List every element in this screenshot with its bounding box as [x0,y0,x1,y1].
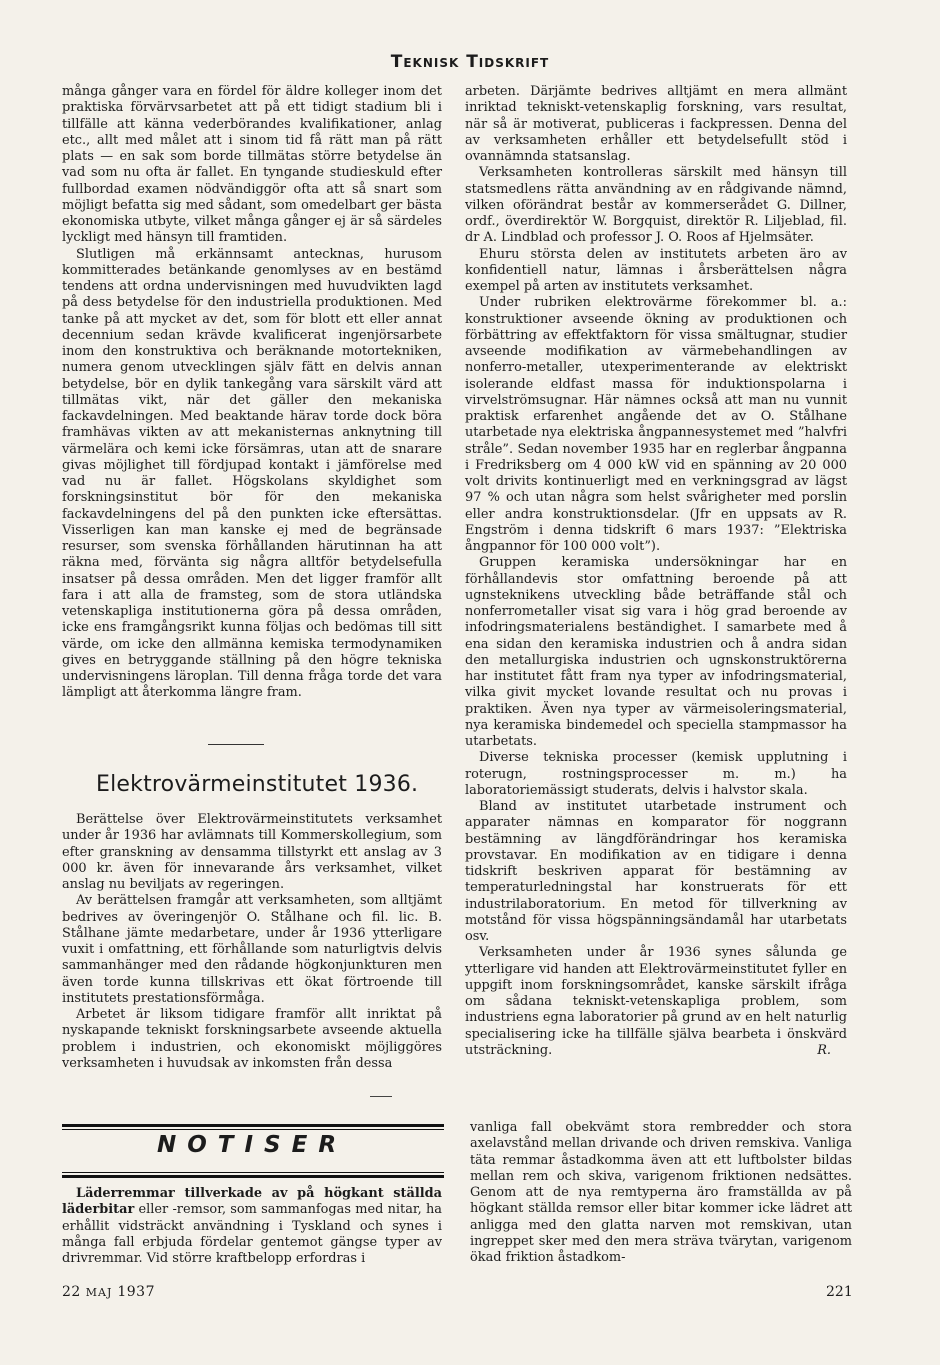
column-left-top [62,84,442,702]
paragraph: arbeten. Därjämte bedrives alltjämt en mera allmänt inriktad tekniskt-vetenskaplig forskning, vars resultat, när så är motiverat, publiceras i fackpressen. Denna del av verksamheten erhåller ett betydelsefullt stöd i ovannämnda statsanslag. [465,84,847,164]
paragraph: Berättelse över Elektrovärmeinstitutets verksamhet under år 1936 har avlämnats till Kommerskollegium, som efter granskning av densamma tillstyrkt ett anslag av 3 000 kr. även för innevarande års verksamhet, vilket anslag nu beviljats av regeringen. [62,812,442,892]
notiser-title: NOTISER [157,1132,348,1158]
notice-continued: vanliga fall obekvämt stora rembredder och stora axelavstånd mellan drivande och driven remskiva. Vanliga täta remmar åstadkomma även att ett luftbolster bildas mellan rem och skiva, varigenom friktionen nedsättes. Genom att de nya remtyperna äro framställda av på högkant ställda remsor eller bitar kommer icke lädret att anligga med den glatta narven mot remskivan, utan ingreppet sker med den mera sträva tvärytan, varigenom ökad friktion åstadkom- [470,1120,852,1265]
footer-date [62,1284,155,1300]
paragraph: många gånger vara en fördel för äldre kolleger inom det praktiska förvärvsarbetet att på ett tidigt stadium bli i tillfälle att känna vederbörandes kvalifikationer, anlag etc., allt med målet att i sinom tid få rätt man på rätt plats — en sak som borde tillmätas större betydelse än vad som nu ofta är fallet. En tyngande studieskuld efter fullbordad examen nödvändiggör ofta att så snart som möjligt befatta sig med sådant, som omedelbart ger bästa ekonomiska utbyte, vilket många gånger ej är så särdeles lyckligt med hänsyn till framtiden. [62,84,442,246]
paragraph: Ehuru största delen av institutets arbeten äro av konfidentiell natur, lämnas i årsberättelsen några exempel på arten av institutets verksamhet. [465,246,847,294]
running-header: Teknisk Tidskrift [390,52,550,72]
paragraph: Arbetet är liksom tidigare framför allt inriktat på nyskapande tekniskt forskningsarbete avseende aktuella problem i industrien, och ekonomiskt möjliggöres verksamheten i huvudsak av inkomsten från dessa [62,1007,442,1071]
article-end-divider [370,1096,392,1097]
paragraph: Diverse tekniska processer (kemisk upplutning i roterugn, rostningsprocesser m. m.) ha laboratoriemässigt studerats, delvis i halvstor skala. [465,750,847,798]
notiser-banner [62,1122,444,1184]
paragraph: Under rubriken elektrovärme förekommer bl. a.: konstruktioner avseende ökning av produktionen och förbättring av effektfaktorn för vissa smältugnar, studier avseende modifikation av värmebehandlingen av nonferro-metaller, utexperimenterande av elektriskt isolerande eldfast massa för induktionspolarna i virvelströmsugnar. Här nämnes också att man nu vunnit praktisk erfarenhet angående det av O. Stålhane utarbetade nya elektriska ångpannesystemet med ”halvfri stråle”. Sedan november 1935 har en reglerbar ångpanna i Fredriksberg om 4 000 kW vid en spänning av 20 000 volt drivits kontinuerligt med en verkningsgrad av lägst 97 % och utan några som helst svårigheter med porslin eller andra konstruktionsdelar. (Jfr en uppsats av R. Engström i denna tidskrift 6 mars 1937: ”Elektriska ångpannor för 100 000 volt”). [465,295,847,554]
footer-day: 22 [62,1284,81,1300]
column-right-top [465,84,847,1059]
footer-year: 1937 [117,1284,155,1300]
page-number: 221 [826,1284,853,1300]
banner-rule [62,1129,444,1130]
paragraph: Verksamheten kontrolleras särskilt med hänsyn till statsmedlens rätta användning av en rådgivande nämnd, vilken oförändrat består av kommerserådet G. Dillner, ordf., överdirektör W. Borgquist, direktör R. Liljeblad, fil. dr A. Lindblad och professor J. O. Roos af Hjelmsäter. [465,165,847,246]
paragraph: Slutligen må erkännsamt antecknas, hurusom kommitterades betänkande genomlyses av en bestämd tendens att ordna undervisningen med huvudvikten lagd på dess betydelse för den industriella produktionen. Med tanke på att mycket av det, som för blott ett eller annat decennium sedan krävde kvalificerat ingenjörsarbete inom den konstruktiva och beräknande motortekniken, numera genom utvecklingen själv fätt en delvis annan betydelse, bör en dylik tankegång vara särskilt värd att tillmätas vikt, när det gäller den mekaniska fackavdelningen. Med beaktande härav torde dock böra framhävas vikten av att mekanisternas anknytning till värmelära och kemi icke försämras, utan att de snarare givas möjlighet till fördjupad kontakt i jämförelse med vad nu är fallet. Högskolans skyldighet som forskningsinstitut bör för den mekaniska fackavdelningens del på den punkten icke eftersättas. Visserligen kan man kanske ej med de begränsade resurser, som svenska förhållanden härutinnan ha att räkna med, förvänta sig några alltför betydelsefulla insatser på dessa områden. Men det ligger framför allt fara i att alla de framsteg, som de stora utländska vetenskapliga institutionerna göra på dessa områden, icke ens framgångsrikt kunna följas och bedömas till sitt värde, om icke den allmänna kemiska termodynamiken gives en betryggande ställning på den högre tekniska undervisningens läroplan. Till denna fråga torde det vara lämpligt att återkomma längre fram. [62,246,442,701]
section-heading: Elektrovärmeinstitutet 1936. [96,772,419,797]
banner-rule [62,1175,444,1178]
paragraph-last [465,945,847,1059]
column-left-bottom [62,1186,442,1267]
paragraph: Gruppen keramiska undersökningar har en förhållandevis stor omfattning beroende på att ugnsteknikens utveckling både beträffande stål och nonferrometaller visat sig vara i hög grad beroende av infodringsmaterialens beständighet. I samarbete med å ena sidan den keramiska industrien och å andra sidan den metallurgiska industrien och ugnskonstruktörerna har institutet fått fram nya typer av infodringsmaterial, vilka givit mycket lovande resultat och nu provas i praktiken. Även nya typer av värmeisoleringsmaterial, nya keramiska bindemedel och speciella stampmassor ha utarbetats. [465,555,847,749]
author-signature: R. [817,1042,831,1058]
section-divider [208,744,264,745]
notice-text: eller -remsor, som sammanfogas med nitar, ha erhållit vidsträckt användning i Tyskland och synes i många fall erbjuda fördelar gentemot gängse typer av drivremmar. Vid större kraftbelopp erfordras i [62,1202,442,1266]
notice-lead: Läderremmar tillverkade av på högkant ställda läderbitar [62,1186,442,1218]
notice-paragraph [62,1186,442,1267]
banner-rule [62,1172,444,1173]
paragraph: Av berättelsen framgår att verksamheten, som alltjämt bedrives av överingenjör O. Stålhane och fil. lic. B. Stålhane jämte medarbetare, under år 1936 ytterligare vuxit i omfattning, ett förhållande som naturligtvis delvis sammanhänger med den rådande högkonjunkturen men även torde kunna tillskrivas ett ökat förtroende till institutets prestationsförmåga. [62,893,442,1006]
paragraph-text: Verksamheten under år 1936 synes sålunda ge ytterligare vid handen att Elektrovärmeinstitutet fyller en uppgift inom forskningsområdet, kanske särskilt ifråga om sådana tekniskt-vetenskapliga problem, som industriens egna laboratorier på grund av en helt naturlig specialisering icke ha tillfälle själva bearbeta i önskvärd utsträckning. [465,945,847,1058]
column-left-middle [62,812,442,1072]
footer-month: MAJ [85,1286,113,1299]
column-right-bottom [470,1120,852,1266]
paragraph: Bland av institutet utarbetade instrument och apparater nämnas en komparator för noggrann bestämning av längdförändringar hos keramiska provstavar. En modifikation av en tidigare i denna tidskrift beskriven apparat för bestämning av temperaturledningstal har konstruerats för ett industrilaboratorium. En metod för tillverkning av motstånd för vissa högspänningsändamål har utarbetats osv. [465,799,847,944]
banner-rule [62,1124,444,1127]
